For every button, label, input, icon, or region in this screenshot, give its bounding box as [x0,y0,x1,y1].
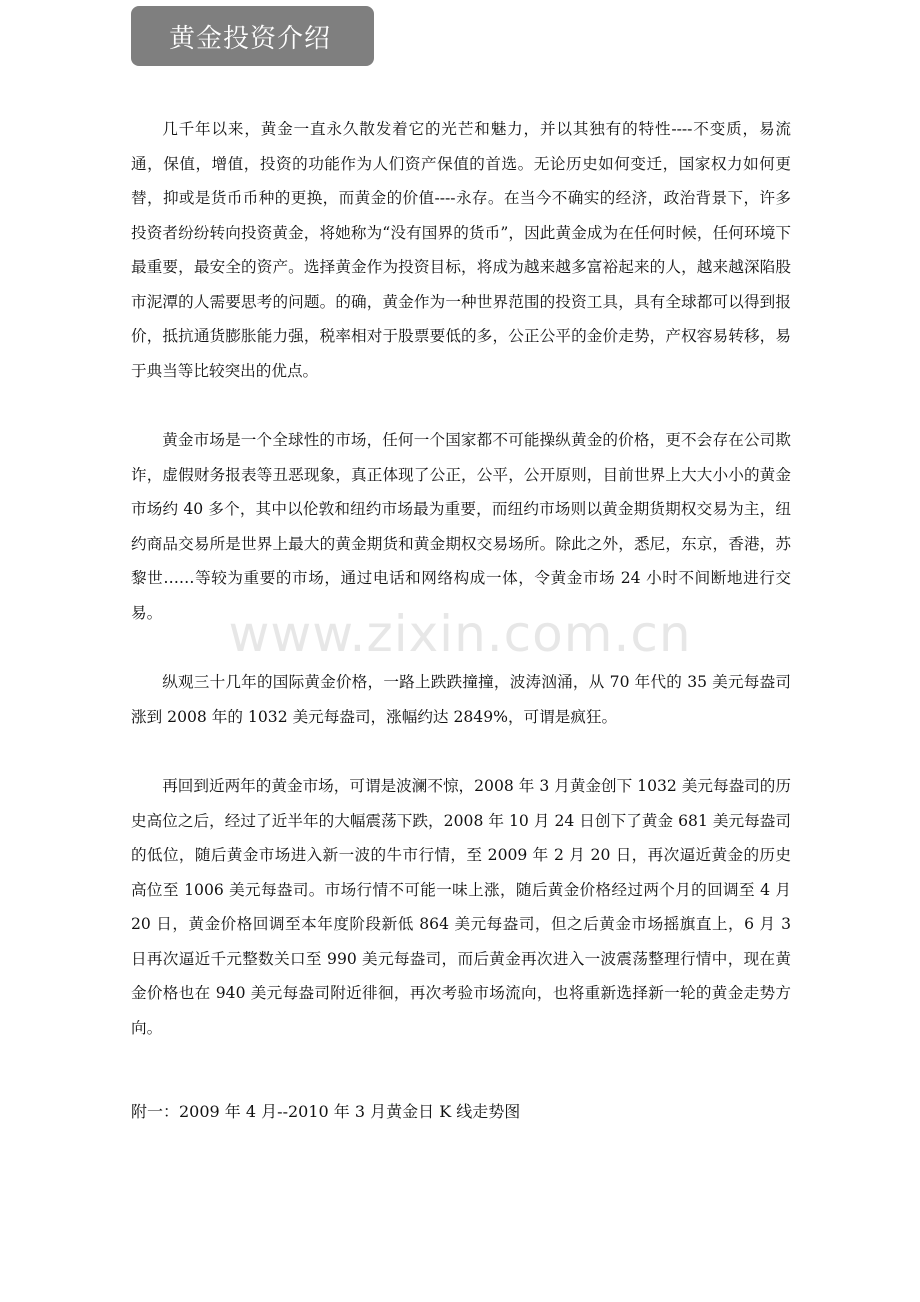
appendix-caption: 附一：2009 年 4 月--2010 年 3 月黄金日 K 线走势图 [131,1102,521,1121]
page-title: 黄金投资介绍 [169,23,332,54]
title-banner [131,6,374,66]
paragraph-3: 纵观三十几年的国际黄金价格，一路上跌跌撞撞，波涛汹涌，从 70 年代的 35 美元每盎司涨到 2008 年的 1032 美元每盎司，涨幅约达 2849%，可谓是疯狂。 [131,673,791,726]
paragraph-2: 黄金市场是一个全球性的市场，任何一个国家都不可能操纵黄金的价格，更不会存在公司欺诈，虚假财务报表等丑恶现象，真正体现了公正，公平，公开原则，目前世界上大大小小的黄金市场约 40 多个，其中以伦敦和纽约市场最为重要，而纽约市场则以黄金期货期权交易为主，纽约商品交易所是世界上最大的黄金期货和黄金期权交易场所。除此之外，悉尼，东京，香港，苏黎世……等较为重要的市场，通过电话和网络构成一体，令黄金市场 24 小时不间断地进行交易。 [131,431,791,622]
watermark: www.zixin.com.cn [228,605,692,663]
article-body [131,112,791,1045]
paragraph-4: 再回到近两年的黄金市场，可谓是波澜不惊，2008 年 3 月黄金创下 1032 美元每盎司的历史高位之后，经过了近半年的大幅震荡下跌，2008 年 10 月 24 日创下了黄金 681 美元每盎司的低位，随后黄金市场进入新一波的牛市行情，至 2009 年 2 月 20 日，再次逼近黄金的历史高位至 1006 美元每盎司。市场行情不可能一味上涨，随后黄金价格经过两个月的回调至 4 月 20 日，黄金价格回调至本年度阶段新低 864 美元每盎司，但之后黄金市场摇旗直上，6 月 3 日再次逼近千元整数关口至 990 美元每盎司，而后黄金再次进入一波震荡整理行情中，现在黄金价格也在 940 美元每盎司附近徘徊，再次考验市场流向，也将重新选择新一轮的黄金走势方向。 [131,777,791,1037]
paragraph-1: 几千年以来，黄金一直永久散发着它的光芒和魅力，并以其独有的特性----不变质，易流通，保值，增值，投资的功能作为人们资产保值的首选。无论历史如何变迁，国家权力如何更替，抑或是货币币种的更换，而黄金的价值----永存。在当今不确实的经济，政治背景下，许多投资者纷纷转向投资黄金，将她称为“没有国界的货币”，因此黄金成为在任何时候，任何环境下最重要，最安全的资产。选择黄金作为投资目标，将成为越来越多富裕起来的人，越来越深陷股市泥潭的人需要思考的问题。的确，黄金作为一种世界范围的投资工具，具有全球都可以得到报价，抵抗通货膨胀能力强，税率相对于股票要低的多，公正公平的金价走势，产权容易转移，易于典当等比较突出的优点。 [131,120,791,380]
